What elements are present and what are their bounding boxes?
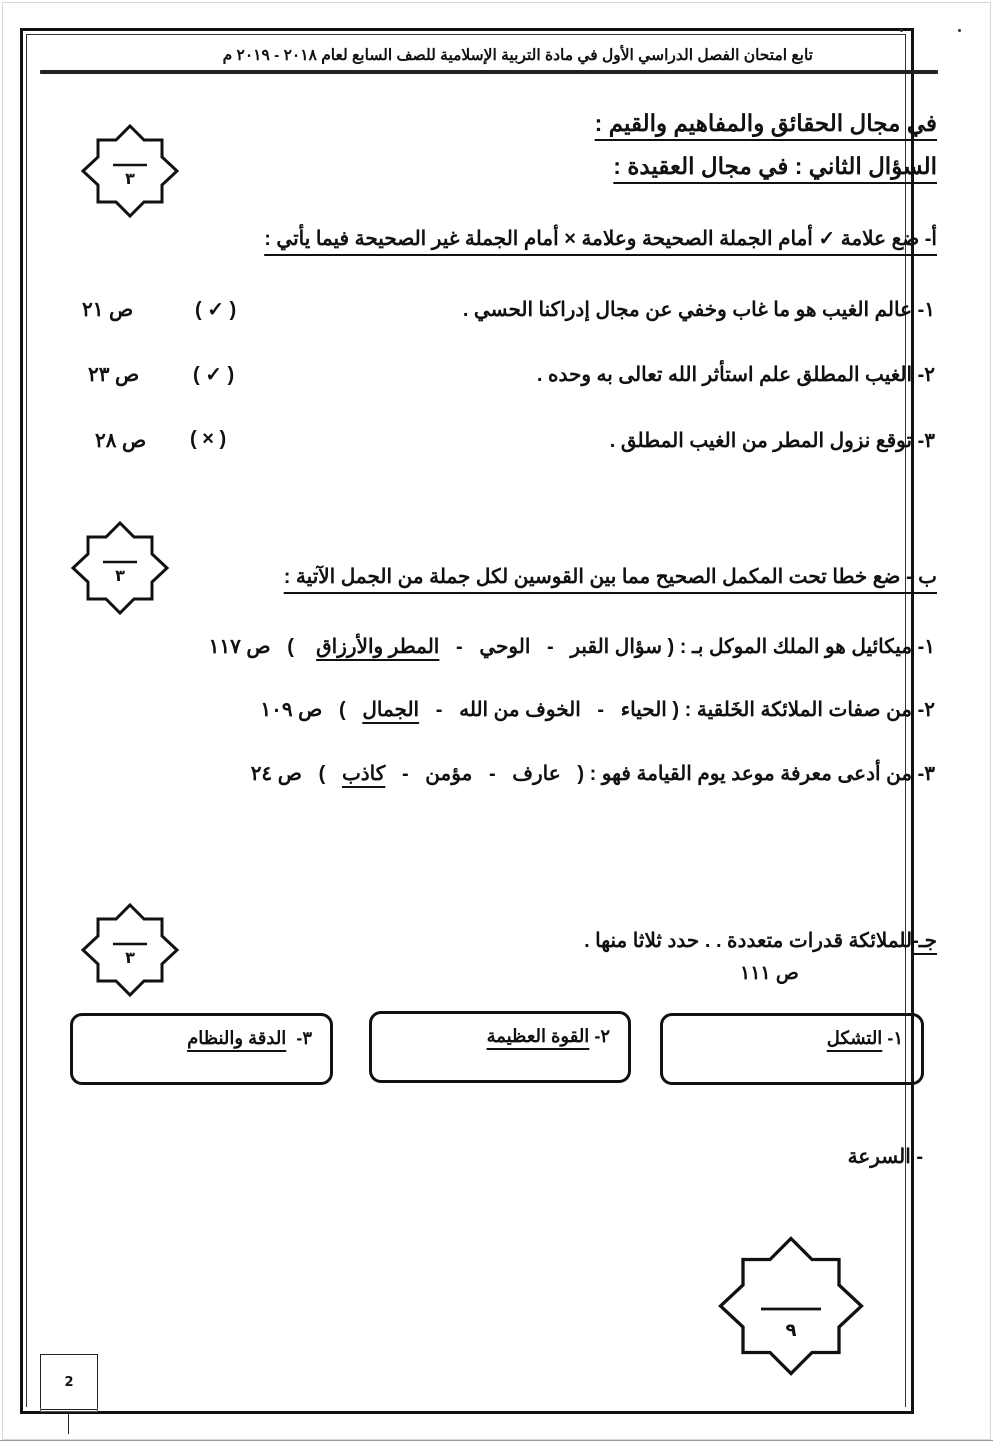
total-score-value: ٩ (785, 1320, 797, 1341)
answer-text (187, 1028, 312, 1049)
scan-bottom-edge (0, 1440, 993, 1441)
part-a-item: ١- عالم الغيب هو ما غاب وخفي عن مجال إدراكنا الحسي . (462, 299, 935, 321)
part-c-label: جـ- (912, 930, 937, 952)
score-badge-part-c (80, 902, 180, 998)
part-b-option: الوحي (479, 636, 531, 658)
part-b-stem: ٣- من أدعى معرفة موعد يوم القيامة فهو : ( (577, 763, 935, 785)
part-a-instruction: أ- ضع علامة ✓ أمام الجملة الصحيحة وعلامة × أمام الجملة غير الصحيحة فيما يأتي : (264, 228, 937, 250)
answer-box-3 (70, 1013, 333, 1085)
part-b-item: ٣- من أدعى معرفة موعد يوم القيامة فهو : ( عارف - مؤمن - كاذب ) ص ٢٤ (250, 763, 935, 785)
part-a-answer: ( ✓ ) (193, 364, 235, 386)
part-b-page-ref: ص ١١٧ (208, 636, 271, 658)
answer-value: التشكل (826, 1028, 883, 1048)
part-a-answer: ( ✓ ) (195, 299, 237, 321)
answer-text (827, 1028, 903, 1049)
score-value: ٣ (115, 566, 125, 585)
part-b-option: الخوف من الله (459, 699, 581, 721)
exam-header-title: تابع امتحان الفصل الدراسي الأول في مادة التربية الإسلامية للصف السابع لعام ٢٠١٨ - ٢٠١٩ م (222, 47, 813, 64)
answer-value: القوة العظيمة (486, 1026, 590, 1046)
part-a-item: ٣- توقع نزول المطر من الغيب المطلق . (609, 430, 935, 452)
part-b-option-correct: المطر والأرزاق (316, 636, 440, 658)
part-c-extra-answer: - السرعة (847, 1146, 923, 1168)
answer-number: ٣- (296, 1028, 312, 1048)
domain-heading: في مجال الحقائق والمفاهيم والقيم : (594, 110, 937, 136)
answer-box-2 (369, 1011, 631, 1083)
question-heading: السؤال الثاني : في مجال العقيدة : (613, 153, 937, 179)
part-a-page-ref: ص ٢١ (82, 299, 134, 321)
page-number-underline (40, 1408, 98, 1412)
part-b-stem: ١- ميكائيل هو الملك الموكل بـ : ( (667, 636, 935, 658)
score-value: ٣ (125, 948, 135, 967)
part-b-option: الحياء (620, 699, 667, 721)
part-b-stem: ٢- من صفات الملائكة الخَلقية : ( (672, 699, 935, 721)
part-b-item: ٢- من صفات الملائكة الخَلقية : ( الحياء - الخوف من الله - الجمال ) ص ١٠٩ (260, 699, 935, 721)
answer-value: الدقة والنظام (187, 1028, 287, 1048)
score-badge-part-b (70, 520, 170, 616)
answer-number: ١- (887, 1028, 903, 1048)
answer-text (487, 1026, 610, 1047)
page-number: 2 (40, 1354, 98, 1410)
part-b-close: ) (339, 699, 346, 721)
part-c-instruction: للملائكة قدرات متعددة . . حدد ثلاثا منها . (584, 930, 913, 952)
score-value: ٣ (125, 169, 135, 188)
part-b-page-ref: ص ٢٤ (250, 763, 302, 785)
part-c-page-ref: ص ١١١ (740, 963, 799, 984)
part-a-item: ٢- الغيب المطلق علم استأثر الله تعالى به وحده . (536, 364, 935, 386)
header-rule (40, 70, 938, 74)
part-b-option: سؤال القبر (570, 636, 662, 658)
part-a-page-ref: ص ٢٣ (88, 364, 140, 386)
page-number-tick (68, 1414, 69, 1434)
octagram-icon (716, 1234, 866, 1378)
part-b-instruction: ب - ضع خطا تحت المكمل الصحيح مما بين القوسين لكل جملة من الجمل الآتية : (283, 566, 937, 588)
part-b-close: ) (318, 763, 326, 785)
answer-number: ٢- (594, 1026, 610, 1046)
part-a-page-ref: ص ٢٨ (95, 430, 147, 452)
part-b-option: مؤمن (425, 763, 473, 785)
part-b-option: عارف (512, 763, 561, 785)
part-b-page-ref: ص ١٠٩ (260, 699, 323, 721)
score-badge-part-a (80, 123, 180, 219)
part-b-close: ) (287, 636, 294, 658)
total-score-badge (716, 1234, 866, 1378)
part-b-item: ١- ميكائيل هو الملك الموكل بـ : ( سؤال القبر - الوحي - المطر والأرزاق ) ص ١١٧ (208, 636, 935, 658)
part-a-answer: ( × ) (190, 428, 227, 450)
scan-speck (900, 29, 903, 32)
scan-speck (958, 29, 961, 32)
answer-box-1 (660, 1013, 924, 1085)
part-b-option-correct: كاذب (341, 763, 386, 785)
part-b-option-correct: الجمال (362, 699, 420, 721)
part-c-question (584, 928, 937, 953)
